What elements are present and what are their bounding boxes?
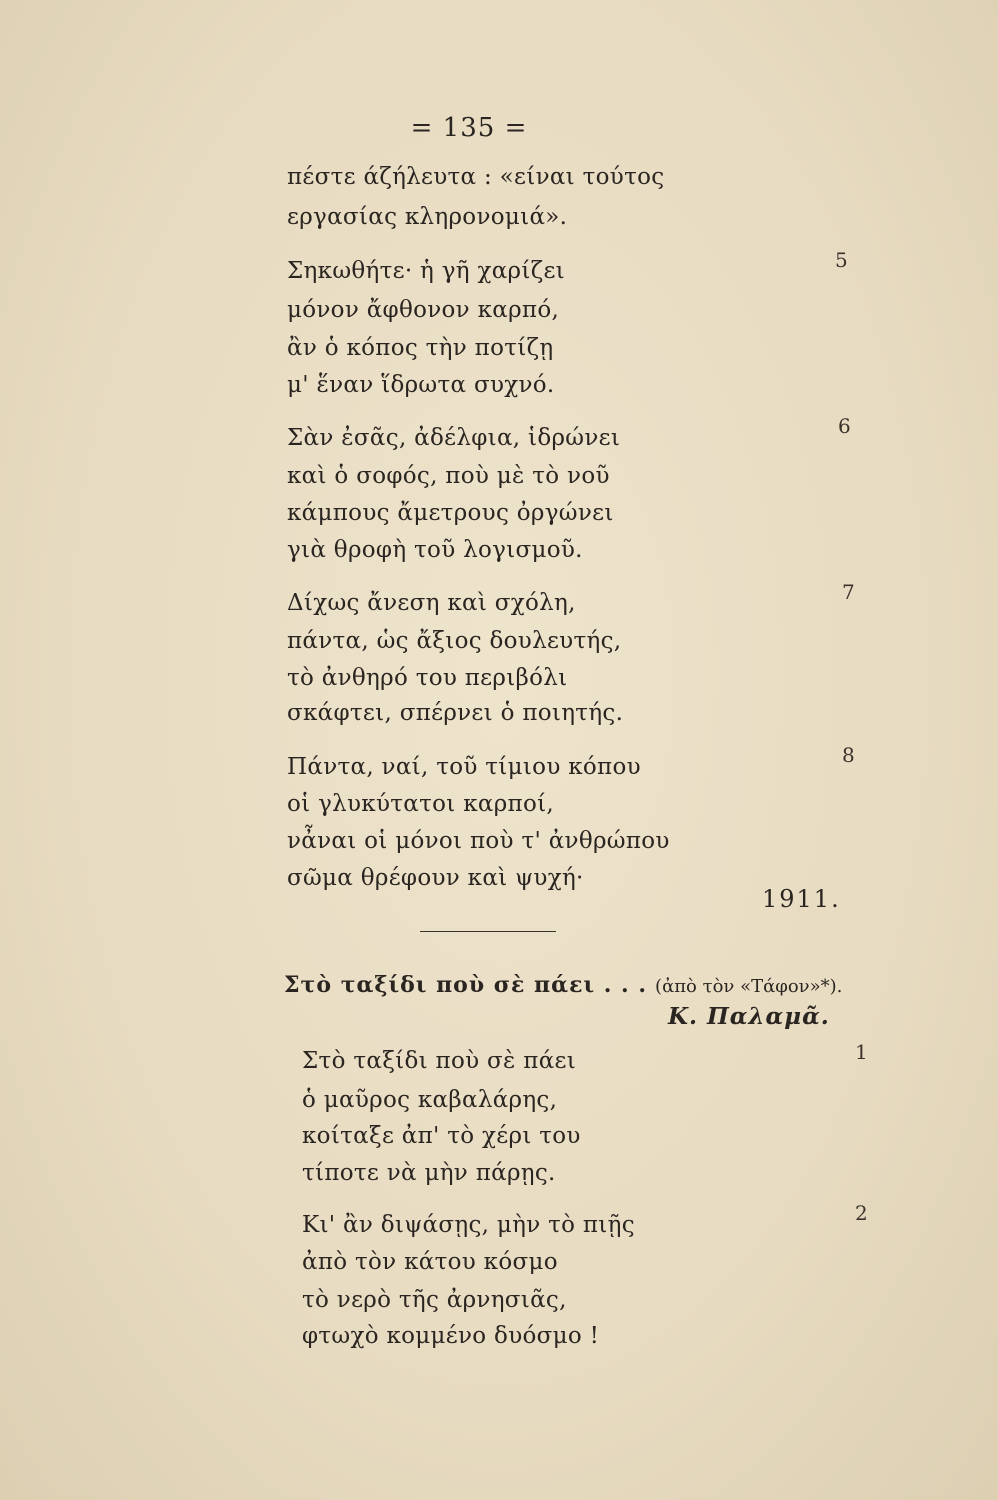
stanza-number: 7 bbox=[842, 580, 855, 604]
stanza-number: 6 bbox=[838, 414, 851, 438]
poem-line: τίποτε νὰ μὴν πάρῃς. bbox=[302, 1160, 556, 1186]
poem-line: καὶ ὁ σοφός, ποὺ μὲ τὸ νοῦ bbox=[287, 463, 610, 489]
poem-line: μόνον ἄφθονον καρπό, bbox=[287, 297, 560, 323]
poem-date: 1911. bbox=[762, 885, 841, 913]
poem-line: Δίχως ἄνεση καὶ σχόλη, bbox=[287, 590, 576, 616]
poem-line: τὸ νερὸ τῆς ἀρνησιᾶς, bbox=[302, 1287, 567, 1313]
poem-line: πάντα, ὡς ἄξιος δουλευτής, bbox=[287, 628, 622, 654]
poem-line: Σὰν ἐσᾶς, ἀδέλφια, ἱδρώνει bbox=[287, 425, 621, 451]
poem-line: Κι' ἂν διψάσῃς, μὴν τὸ πιῇς bbox=[302, 1212, 635, 1238]
poem-line: σῶμα θρέφουν καὶ ψυχή· bbox=[287, 865, 584, 891]
poem-line: σκάφτει, σπέρνει ὁ ποιητής. bbox=[287, 700, 624, 726]
poem-line: κάμπους ἄμετρους ὀργώνει bbox=[287, 500, 614, 526]
poem-line: νἆναι οἱ μόνοι ποὺ τ' ἀνθρώπου bbox=[287, 828, 670, 854]
poem-line: Στὸ ταξίδι ποὺ σὲ πάει bbox=[302, 1048, 577, 1074]
poem-line: Πάντα, ναί, τοῦ τίμιου κόπου bbox=[287, 754, 641, 780]
stanza-number: 5 bbox=[835, 248, 848, 272]
poem-author: Κ. Παλαμᾶ. bbox=[668, 1003, 830, 1030]
poem-line: Σηκωθήτε· ἡ γῆ χαρίζει bbox=[287, 258, 565, 284]
stanza-number: 1 bbox=[855, 1040, 868, 1064]
poem-heading bbox=[284, 972, 842, 998]
poem-line: φτωχὸ κομμένο δυόσμο ! bbox=[302, 1323, 600, 1349]
stanza-number: 8 bbox=[842, 743, 855, 767]
page-number: = 135 = bbox=[410, 113, 528, 143]
poem-source: (ἀπὸ τὸν «Τάφον»*). bbox=[655, 976, 843, 997]
poem-line: οἱ γλυκύτατοι καρποί, bbox=[287, 791, 555, 817]
poem-line: πέστε άζήλευτα : «είναι τούτος bbox=[287, 164, 665, 190]
poem-line: ἂν ὁ κόπος τὴν ποτίζῃ bbox=[287, 335, 554, 361]
poem-title: Στὸ ταξίδι ποὺ σὲ πάει . . . bbox=[284, 972, 648, 998]
poem-line: μ' ἕναν ἵδρωτα συχνό. bbox=[287, 372, 555, 398]
section-divider bbox=[420, 931, 556, 932]
poem-line: κοίταξε ἀπ' τὸ χέρι του bbox=[302, 1123, 581, 1149]
poem-line: εργασίας κληρονομιά». bbox=[287, 204, 568, 230]
poem-line: ἀπὸ τὸν κάτου κόσμο bbox=[302, 1249, 558, 1275]
poem-line: γιὰ θροφὴ τοῦ λογισμοῦ. bbox=[287, 537, 583, 563]
poem-line: τὸ ἀνθηρό του περιβόλι bbox=[287, 665, 568, 691]
stanza-number: 2 bbox=[855, 1201, 868, 1225]
poem-line: ὁ μαῦρος καβαλάρης, bbox=[302, 1087, 558, 1113]
